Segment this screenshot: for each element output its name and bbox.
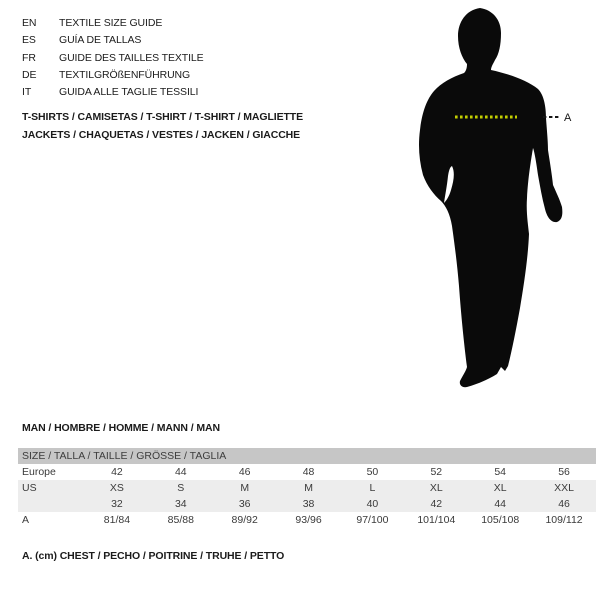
size-cell: 42 [111, 466, 123, 478]
language-row-en [22, 15, 204, 32]
size-cell: 97/100 [356, 514, 389, 526]
language-code: DE [22, 68, 37, 81]
size-cell: 42 [430, 498, 443, 510]
table-row-chest-a [18, 512, 596, 528]
measurement-footnote: A. (cm) CHEST / PECHO / POITRINE / TRUHE / PETTO [22, 550, 285, 562]
table-row-europe [18, 464, 596, 480]
size-cell: 81/84 [103, 514, 131, 526]
row-label: US [22, 482, 37, 494]
size-cell: 40 [366, 498, 379, 510]
language-code: IT [22, 86, 32, 99]
measure-label-a: A [564, 112, 572, 124]
size-cell: 109/112 [545, 514, 583, 526]
language-code: EN [22, 17, 37, 29]
language-row-fr [22, 50, 204, 67]
language-text: GUIDE DES TAILLES TEXTILE [59, 51, 204, 64]
language-text: TEXTILE SIZE GUIDE [59, 17, 163, 29]
size-cell: 50 [366, 466, 379, 478]
size-cell: 32 [111, 498, 123, 510]
size-cell: 36 [238, 498, 251, 510]
language-text: GUIDA ALLE TAGLIE TESSILI [59, 86, 199, 99]
section-title: MAN / HOMBRE / HOMME / MANN / MAN [22, 422, 220, 434]
size-cell: 101/104 [417, 514, 456, 526]
size-cell: 46 [238, 466, 251, 478]
man-silhouette-body [419, 8, 562, 387]
size-cell: L [369, 482, 376, 494]
size-cell: 85/88 [167, 514, 194, 526]
size-cell: 44 [494, 498, 507, 510]
size-cell: XXL [554, 482, 574, 494]
language-text: TEXTILGRÖßENFÜHRUNG [59, 68, 191, 81]
language-row-it [22, 84, 204, 101]
table-row-us [18, 480, 596, 496]
garment-line-jackets: JACKETS / CHAQUETAS / VESTES / JACKEN / GIACCHE [22, 128, 301, 141]
size-cell: 105/108 [481, 514, 520, 526]
size-cell: 89/92 [231, 514, 258, 526]
size-cell: 52 [430, 466, 443, 478]
size-cell: 54 [494, 466, 507, 478]
size-cell: 44 [174, 466, 187, 478]
size-table-header: SIZE / TALLA / TAILLE / GRÖSSE / TAGLIA [18, 448, 596, 464]
language-code: FR [22, 51, 36, 64]
man-silhouette [405, 0, 600, 400]
language-row-es [22, 32, 204, 49]
size-cell: 34 [174, 498, 187, 510]
garment-types [22, 109, 303, 144]
size-cell: XL [429, 482, 443, 494]
language-row-de [22, 67, 204, 84]
size-cell: M [304, 482, 313, 494]
language-text: GUÍA DE TALLAS [59, 34, 142, 47]
size-cell: 48 [302, 466, 315, 478]
row-label: Europe [22, 466, 56, 478]
garment-line-tshirts: T-SHIRTS / CAMISETAS / T-SHIRT / T-SHIRT / MAGLIETTE [22, 111, 304, 123]
size-table [18, 448, 596, 528]
size-cell: 38 [302, 498, 315, 510]
language-code: ES [22, 34, 36, 47]
size-cell: XL [493, 482, 507, 494]
size-cell: 46 [558, 498, 570, 510]
size-cell: XS [109, 482, 124, 494]
table-row-unlabeled [18, 496, 596, 512]
size-cell: M [240, 482, 250, 494]
language-list [22, 15, 204, 101]
size-cell: 56 [558, 466, 570, 478]
size-cell: S [177, 482, 185, 494]
size-cell: 93/96 [295, 514, 322, 526]
row-label: A [22, 514, 30, 526]
